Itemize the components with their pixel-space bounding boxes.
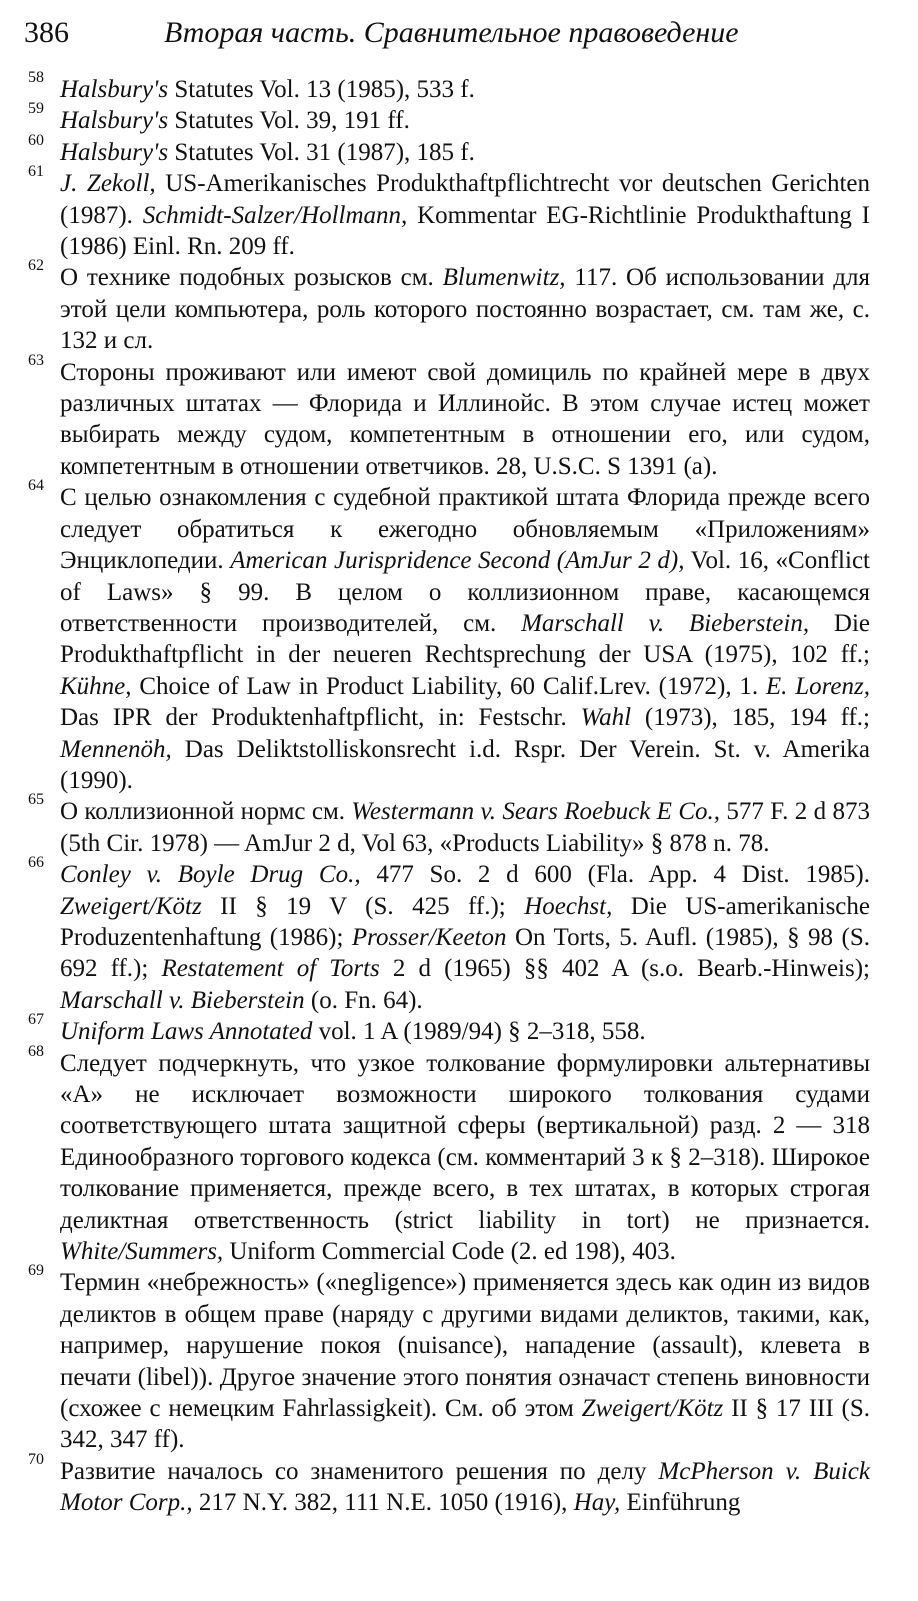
footnote-text: Statutes Vol. 13 (1985), 533 f. (168, 76, 475, 103)
footnote-citation: Hay, (573, 1489, 621, 1517)
footnote-number: 69 (28, 1262, 44, 1280)
footnote-number: 64 (28, 477, 44, 495)
footnote (24, 1450, 870, 1519)
footnotes-list (24, 69, 871, 1519)
footnote-text: Kommentar EG-Richtlinie Produkthaftung I (1986) Einl. Rn. 209 ff. (60, 201, 870, 261)
footnote-citation: E. Lorenz, (765, 672, 870, 700)
footnote-text: О коллизионной нормс см. (60, 798, 352, 826)
footnote-citation: Halsbury's (60, 138, 169, 166)
footnote-citation: Hoechst, (524, 892, 613, 920)
footnote-text: 217 N.Y. 382, 111 N.E. 1050 (1916), (192, 1489, 574, 1517)
footnote-text: Uniform Commercial Code (2. ed 198), 403. (223, 1238, 676, 1266)
footnote-text: Das IPR der Produktenhaftpflicht, in: Festschr. (60, 704, 581, 732)
footnote-text: С целью ознакомления с судебной практикой штата Флорида прежде всего следует обратиться к ежегодно обновляемым «Приложениям» Энциклопедии. (60, 484, 870, 575)
footnote-citation: Zweigert/Kötz (60, 892, 202, 920)
footnote-text: О технике подобных розысков см. (60, 264, 443, 292)
footnote (24, 1011, 870, 1047)
footnote-text: Vol. 16, «Conflict of Laws» § 99. В целом о коллизионном праве, касающемся ответственности производителей, см. (60, 547, 870, 637)
footnote-text: (1973), 185, 194 ff.; (631, 704, 870, 732)
footnote (24, 1262, 870, 1455)
footnote-text: Das Deliktstolliskonsrecht i.d. Rspr. Der Verein. St. v. Amerika (1990). (60, 735, 870, 794)
footnote-citation: Restatement of Torts (161, 955, 380, 983)
footnote-citation: Marschall v. Bieberstein, (521, 609, 810, 637)
footnote-text: Die Produkthaftpflicht in der neueren Rechtsprechung der USA (1975), 102 ff.; (60, 609, 870, 669)
footnote-text: Statutes Vol. 39, 191 ff. (168, 107, 410, 135)
page-number: 386 (24, 16, 69, 49)
footnote-citation: J. Zekoll, (60, 170, 156, 198)
footnote-number: 68 (28, 1042, 44, 1060)
footnote-number: 62 (28, 257, 44, 275)
footnote-text: Choice of Law in Product Liability, 60 Calif.Lrev. (1972), 1. (131, 672, 766, 700)
footnote-text: Einführung (620, 1489, 741, 1517)
footnote-citation: Westermann v. Sears Roebuck E Co., (351, 798, 720, 826)
footnote-citation: Schmidt-Salzer/Hollmann, (142, 201, 408, 229)
footnote-citation: Blumenwitz, (442, 264, 566, 292)
footnote (24, 477, 870, 796)
footnote (24, 854, 870, 1016)
footnote-number: 65 (28, 791, 44, 809)
footnote-text: Statutes Vol. 31 (1987), 185 f. (168, 138, 475, 166)
footnote-number: 61 (28, 163, 44, 181)
footnote-number: 66 (28, 854, 44, 872)
footnote-text: 477 So. 2 d 600 (Fla. App. 4 Dist. 1985). (360, 861, 870, 889)
footnote-citation: Marschall v. Bieberstein (60, 986, 305, 1014)
footnote-text: 2 d (1965) §§ 402 A (s.o. Bearb.-Hinweis); (379, 955, 870, 983)
footnote-citation: McPherson v. Buick Motor Corp., (60, 1457, 870, 1517)
footnote-text: Термин «небрежность» («negligence») применяется здесь как один из видов деликтов в общем праве (наряду с другими видами деликтов, такими, как, например, нарушение покоя (nuisance), нападение (assault), клевета в печати (libel)). Другое значение этого понятия означаст степень виновности (схожее с немецким Fahrlassigkeit). См. об этом (60, 1269, 870, 1423)
footnote-text: US-Amerikanisches Produkthaftpflichtrecht vor deutschen Gerichten (1987). (60, 170, 870, 229)
footnote-number: 67 (28, 1011, 44, 1029)
footnote-citation: White/Summers, (60, 1238, 224, 1266)
footnote (24, 69, 870, 105)
footnote (24, 1042, 870, 1268)
footnote-number: 59 (28, 100, 44, 118)
footnote-text: 577 F. 2 d 873 (5th Cir. 1978) — AmJur 2 d, Vol 63, «Products Liability» § 878 n. 78. (60, 798, 871, 857)
page-header (24, 12, 884, 54)
footnote-citation: Mennenöh, (60, 735, 172, 763)
footnote-text: On Torts, 5. Aufl. (1985), § 98 (S. 692 ff.); (60, 923, 870, 983)
footnote-number: 60 (28, 131, 44, 149)
footnote-text: Следует подчеркнуть, что узкое толкование формулировки альтернативы «А» не исключает возможности широкого толкования судами соответствующего штата защитной сферы (вертикальной) разд. 2 — 318 Единообразного торгового кодекса (см. комментарий 3 к § 2–318). Широкое толкование применяется, прежде всего, в тех штатах, в которых строгая деликтная ответственность (strict liability in tort) не признается. (60, 1049, 870, 1234)
footnote (24, 351, 870, 483)
footnote-text: II § 19 V (S. 425 ff.); (201, 892, 525, 920)
footnote (24, 100, 870, 136)
footnote-text: (o. Fn. 64). (304, 986, 423, 1014)
footnote-text: Die US-amerikanische Produzentenhaftung (1986); (60, 892, 870, 951)
footnote (24, 163, 870, 262)
footnote-citation: Conley v. Boyle Drug Co., (60, 861, 361, 889)
footnote-text: Развитие началось со знаменитого решения по делу (60, 1457, 659, 1485)
footnote-citation: American Jurispridence Second (AmJur 2 d), (230, 547, 685, 575)
footnote-text: Стороны проживают или имеют свой домициль по крайней мере в двух различных штатах — Флорида и Иллинойс. В этом случае истец может выбирать между судом, компетентным в отношении его, или судом, компетентным в отношении ответчиков. 28, U.S.C. S 1391 (a). (60, 358, 870, 480)
footnote-citation: Kühne, (60, 672, 132, 700)
footnote-number: 70 (28, 1450, 44, 1468)
running-title: Вторая часть. Сравнительное правоведение (164, 16, 739, 49)
footnote-citation: Halsbury's (60, 76, 169, 103)
footnote-text: 117. Об использовании для этой цели компьютера, роль которого постоянно возрастает, см. там же, с. 132 и сл. (60, 264, 870, 355)
footnote (24, 131, 870, 168)
footnote-number: 63 (28, 351, 44, 369)
footnote-number: 58 (28, 69, 44, 86)
footnote-citation: Wahl (580, 704, 632, 732)
footnote-text: II § 17 III (S. 342, 347 ff). (60, 1395, 870, 1454)
footnote-citation: Halsbury's (60, 107, 169, 135)
footnote (24, 257, 870, 356)
footnote-citation: Zweigert/Kötz (581, 1395, 724, 1423)
footnote-text: vol. 1 A (1989/94) § 2–318, 558. (312, 1018, 646, 1046)
footnote (24, 791, 871, 859)
footnote-citation: Uniform Laws Annotated (60, 1018, 313, 1046)
footnote-citation: Prosser/Keeton (351, 923, 507, 951)
